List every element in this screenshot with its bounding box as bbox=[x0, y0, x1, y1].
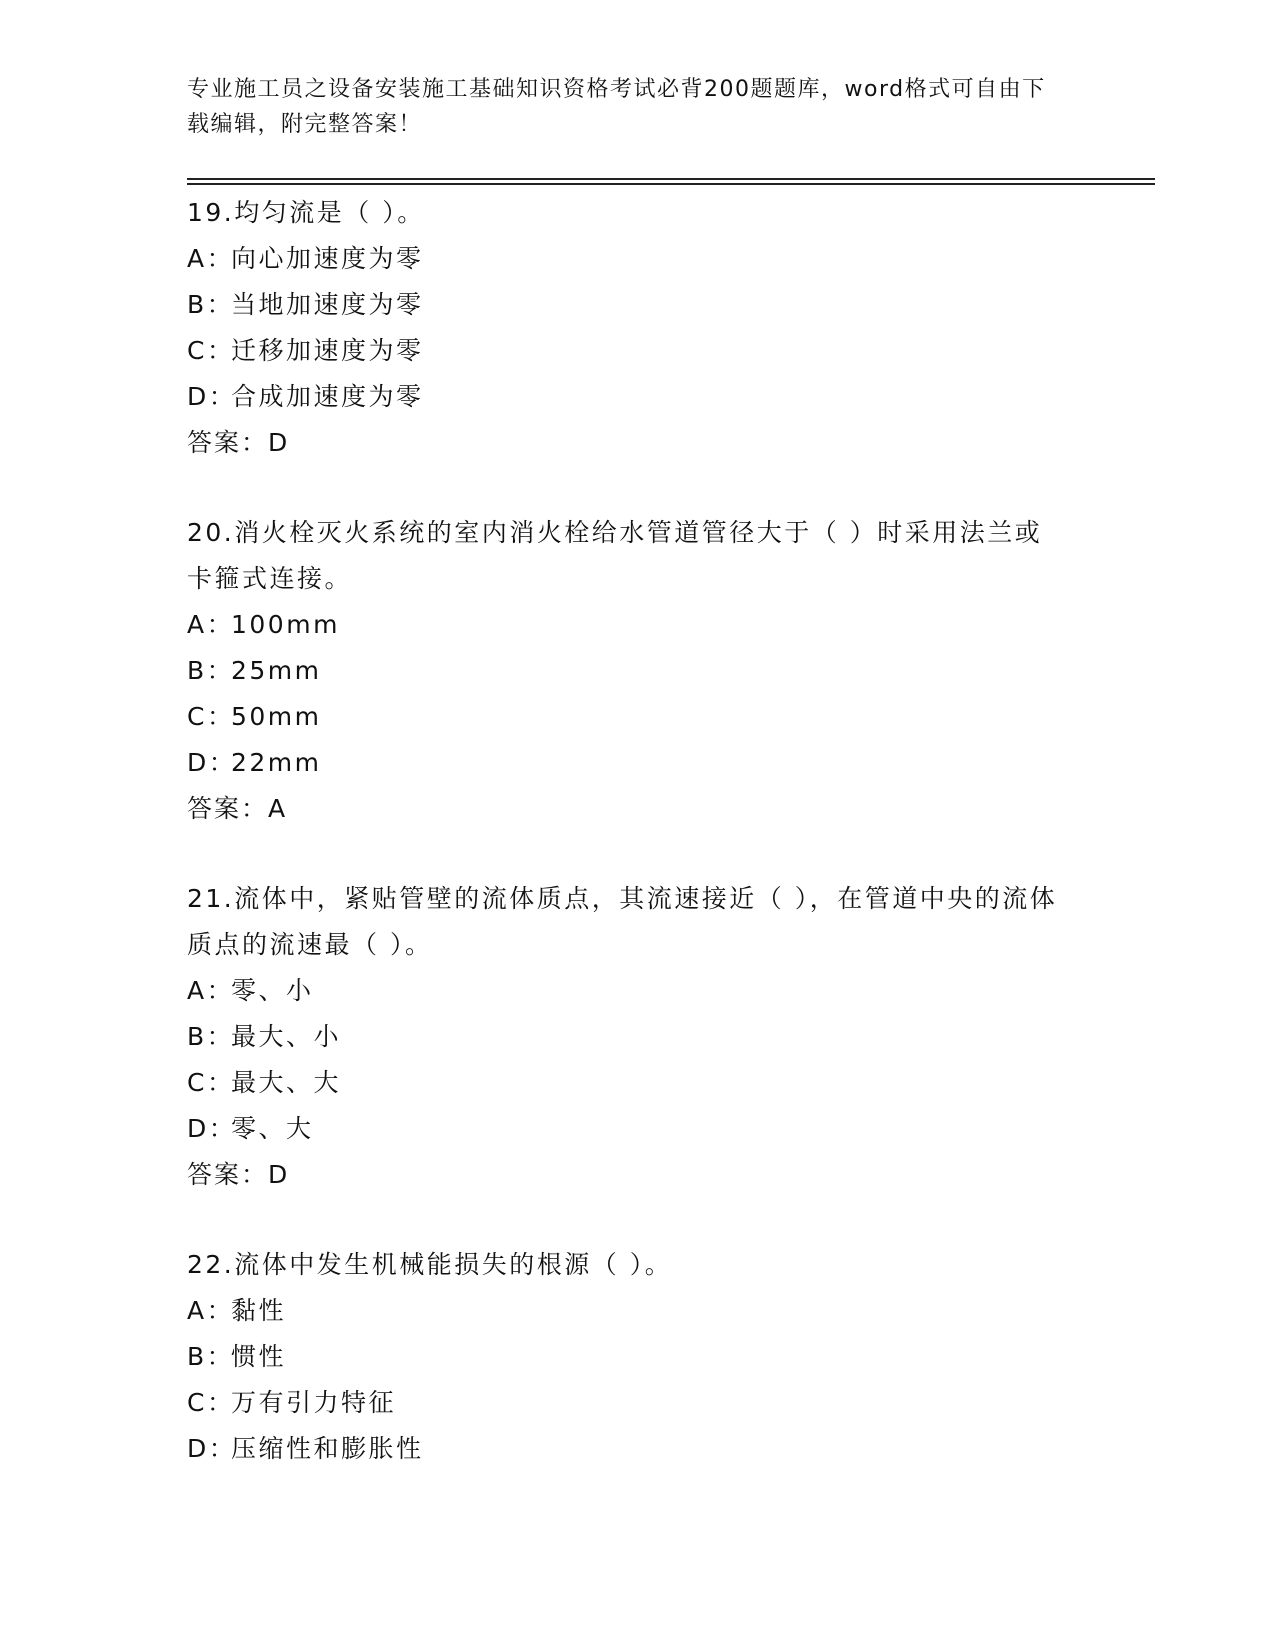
header-divider-top bbox=[187, 178, 1155, 180]
option-key: B： bbox=[187, 290, 235, 319]
question-21 bbox=[187, 876, 1087, 1198]
option-key: C： bbox=[187, 1388, 235, 1417]
option-b bbox=[187, 648, 1087, 694]
document-header bbox=[187, 72, 1067, 142]
option-key: A： bbox=[187, 976, 235, 1005]
question-text: 19.均匀流是（ ）。 bbox=[187, 198, 425, 227]
option-key: A： bbox=[187, 244, 235, 273]
option-text: 合成加速度为零 bbox=[231, 382, 424, 411]
question-19 bbox=[187, 190, 1087, 466]
option-c bbox=[187, 694, 1087, 740]
option-text: 100mm bbox=[231, 610, 340, 639]
option-b bbox=[187, 1334, 1087, 1380]
option-text: 黏性 bbox=[231, 1296, 287, 1325]
question-text: 22.流体中发生机械能损失的根源（ ）。 bbox=[187, 1250, 673, 1279]
question-22 bbox=[187, 1242, 1087, 1472]
option-text: 惯性 bbox=[231, 1342, 287, 1371]
option-d bbox=[187, 374, 1087, 420]
option-d bbox=[187, 1106, 1087, 1152]
option-text: 向心加速度为零 bbox=[231, 244, 424, 273]
option-text: 零、小 bbox=[231, 976, 314, 1005]
question-text: 21.流体中，紧贴管壁的流体质点，其流速接近（ ），在管道中央的流体质点的流速最（ ）。 bbox=[187, 884, 1058, 959]
option-text: 迁移加速度为零 bbox=[231, 336, 424, 365]
option-key: D： bbox=[187, 748, 237, 777]
option-text: 25mm bbox=[231, 656, 322, 685]
option-d bbox=[187, 740, 1087, 786]
option-text: 最大、小 bbox=[231, 1022, 342, 1051]
option-text: 压缩性和膨胀性 bbox=[231, 1434, 424, 1463]
option-key: C： bbox=[187, 1068, 235, 1097]
option-text: 22mm bbox=[231, 748, 322, 777]
option-a bbox=[187, 1288, 1087, 1334]
header-divider-bottom bbox=[187, 183, 1155, 185]
option-key: D： bbox=[187, 1434, 237, 1463]
option-b bbox=[187, 1014, 1087, 1060]
option-c bbox=[187, 1060, 1087, 1106]
question-20 bbox=[187, 510, 1087, 832]
option-key: D： bbox=[187, 382, 237, 411]
answer: 答案：D bbox=[187, 428, 290, 457]
option-key: B： bbox=[187, 1342, 235, 1371]
option-d bbox=[187, 1426, 1087, 1472]
option-text: 最大、大 bbox=[231, 1068, 342, 1097]
option-a bbox=[187, 602, 1087, 648]
option-key: C： bbox=[187, 336, 235, 365]
question-text: 20.消火栓灭火系统的室内消火栓给水管道管径大于（ ）时采用法兰或卡箍式连接。 bbox=[187, 518, 1043, 593]
document-title: 专业施工员之设备安装施工基础知识资格考试必背200题题库，word格式可自由下载编辑，附完整答案！ bbox=[187, 77, 1046, 137]
answer: 答案：A bbox=[187, 794, 288, 823]
answer: 答案：D bbox=[187, 1160, 290, 1189]
option-a bbox=[187, 236, 1087, 282]
option-key: B： bbox=[187, 1022, 235, 1051]
option-key: D： bbox=[187, 1114, 237, 1143]
option-c bbox=[187, 1380, 1087, 1426]
option-key: A： bbox=[187, 610, 235, 639]
question-list bbox=[187, 190, 1087, 1516]
option-key: A： bbox=[187, 1296, 235, 1325]
option-key: B： bbox=[187, 656, 235, 685]
option-b bbox=[187, 282, 1087, 328]
option-c bbox=[187, 328, 1087, 374]
option-text: 当地加速度为零 bbox=[231, 290, 424, 319]
option-text: 50mm bbox=[231, 702, 322, 731]
option-text: 万有引力特征 bbox=[231, 1388, 397, 1417]
option-key: C： bbox=[187, 702, 235, 731]
option-text: 零、大 bbox=[231, 1114, 314, 1143]
option-a bbox=[187, 968, 1087, 1014]
